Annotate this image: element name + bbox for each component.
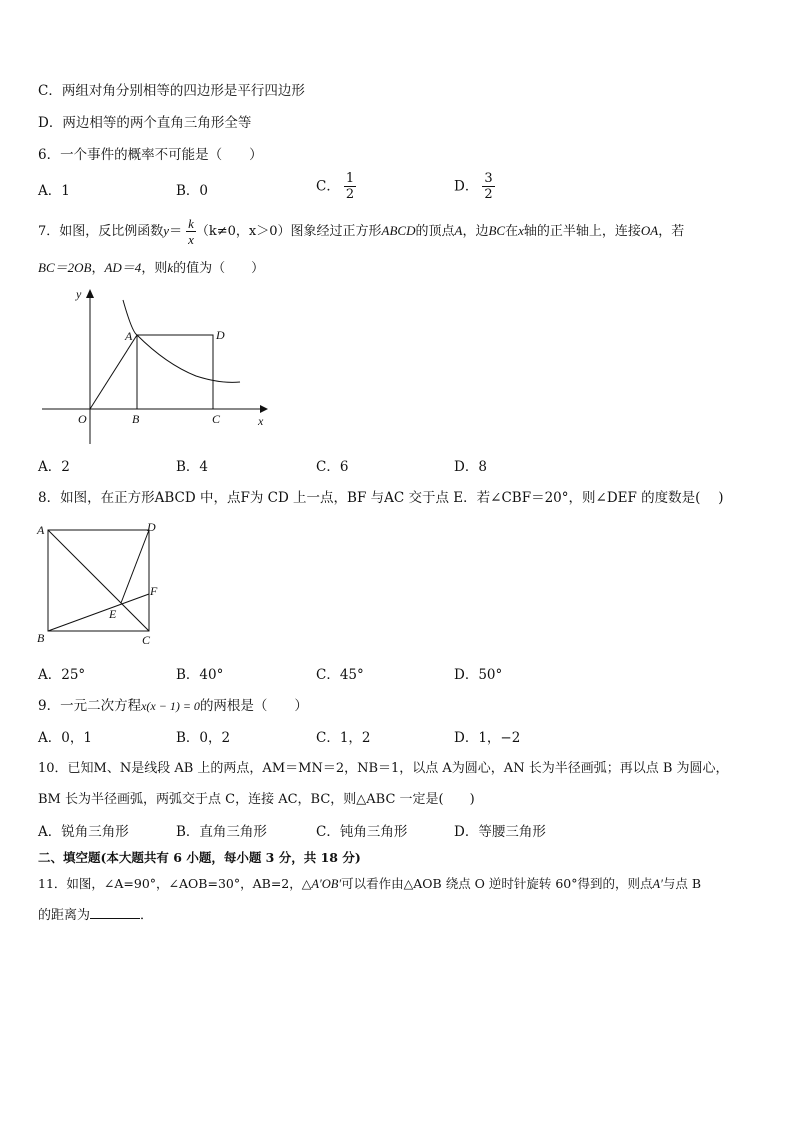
- q8-stem: 8．如图，在正方形ABCD 中，点F为 CD 上一点，BF 与AC 交于点 E．若∠CBF＝20°，则∠DEF 的度数是( ): [38, 490, 724, 506]
- q9-equation: x(x − 1) = 0: [141, 699, 200, 713]
- q7-figure: [36, 284, 276, 444]
- q10-option-c: C．钝角三角形: [316, 824, 408, 840]
- q6-fraction-c: $\frac{1}{2}$: [345, 171, 355, 202]
- q8-label-e: E: [109, 607, 117, 621]
- q8-label-d: D: [147, 520, 156, 534]
- q7-option-d: D．8: [454, 459, 487, 475]
- q6-option-c: C． $\frac{1}{2}$: [316, 171, 355, 202]
- q8-segment-ed: [121, 530, 149, 603]
- q8-option-b: B．40°: [176, 667, 224, 683]
- q8-label-f: F: [150, 584, 158, 598]
- q6-option-d: D． $\frac{3}{2}$: [454, 171, 493, 202]
- q8-diagonal-ac: [48, 530, 149, 631]
- q7-segment-oa: [90, 335, 137, 409]
- q9-stem: 9．一元二次方程x(x − 1) = 0的两根是（ ）: [38, 698, 308, 714]
- q7-label-x: x: [258, 414, 264, 428]
- q9-option-a: A．0，1: [38, 730, 92, 746]
- q5-option-d: D．两边相等的两个直角三角形全等: [38, 115, 252, 131]
- q7-option-b: B．4: [176, 459, 209, 475]
- q7-option-a: A．2: [38, 459, 70, 475]
- q9-option-c: C．1，2: [316, 730, 371, 746]
- q6-stem: 6．一个事件的概率不可能是（ ）: [38, 147, 263, 163]
- q8-label-a: A: [37, 523, 45, 537]
- q10-stem-line2: BM 长为半径画弧，两弧交于点 C，连接 AC，BC，则△ABC 一定是( ): [38, 792, 475, 807]
- q10-option-a: A．锐角三角形: [38, 824, 129, 840]
- q7-stem-line2: BC＝2OB，AD＝4，则k的值为（ ）: [38, 260, 265, 276]
- q8-figure: [34, 516, 164, 651]
- q7-label-o: O: [78, 412, 87, 426]
- q8-option-c: C．45°: [316, 667, 364, 683]
- q7-label-c: C: [212, 412, 221, 426]
- q7-option-c: C．6: [316, 459, 349, 475]
- q6-option-a: A．1: [38, 183, 70, 199]
- q11-stem-line2: 的距离为 ．: [38, 908, 154, 923]
- q6-option-b: B．0: [176, 183, 209, 199]
- q7-y-arrow: [86, 289, 94, 298]
- q8-option-a: A．25°: [38, 667, 86, 683]
- q11-stem-line1: 11．如图，∠A=90°，∠AOB=30°，AB=2，△A′OB′可以看作由△AOB 绕点 O 逆时针旋转 60°得到的，则点A′与点 B: [38, 876, 702, 891]
- q7-label-d: D: [216, 328, 225, 342]
- q8-segment-bf: [48, 594, 149, 631]
- q9-option-b: B．0，2: [176, 730, 231, 746]
- q9-option-d: D．1，−2: [454, 730, 521, 746]
- q10-option-d: D．等腰三角形: [454, 824, 546, 840]
- q7-stem-line1: 7．如图，反比例函数y＝ $\frac{k}{x}$ （k≠0，x＞0）图象经过正方形ABCD的顶点A，边BC在x轴的正半轴上，连接OA，若: [38, 216, 685, 247]
- q10-stem-line1: 10．已知M、N是线段 AB 上的两点，AM＝MN＝2，NB＝1，以点 A为圆心，AN 长为半径画弧；再以点 B 为圆心，: [38, 761, 729, 776]
- q5-option-c: C．两组对角分别相等的四边形是平行四边形: [38, 83, 305, 99]
- q6-fraction-d: $\frac{3}{2}$: [484, 171, 493, 202]
- section-2-heading: 二、填空题(本大题共有 6 小题，每小题 3 分，共 18 分): [38, 850, 361, 865]
- q7-label-y: y: [76, 287, 82, 301]
- q10-option-b: B．直角三角形: [176, 824, 267, 840]
- q7-label-a: A: [125, 329, 133, 343]
- q8-option-d: D．50°: [454, 667, 503, 683]
- q7-x-arrow: [260, 405, 268, 413]
- q7-label-b: B: [132, 412, 140, 426]
- q8-label-c: C: [142, 633, 151, 647]
- q11-answer-blank: [90, 906, 140, 919]
- q8-label-b: B: [37, 631, 45, 645]
